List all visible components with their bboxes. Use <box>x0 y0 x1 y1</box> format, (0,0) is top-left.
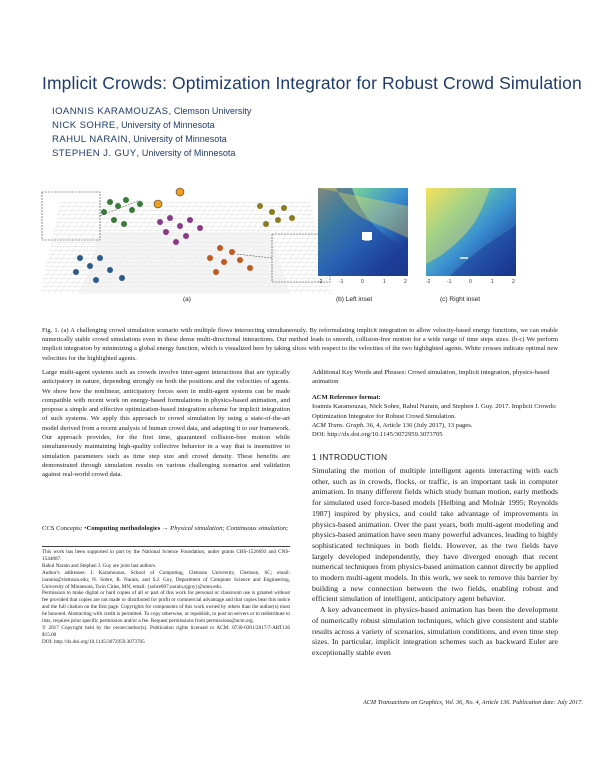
author-affiliation: University of Minnesota <box>121 120 215 130</box>
acm-ref-doi: DOI: http://dx.doi.org/10.1145/3072959.3073705 <box>312 431 443 439</box>
subfigure-c-label: (c) Right inset <box>440 296 481 303</box>
ccs-rest: Physical simulation; Continuous simulation; <box>170 525 289 532</box>
axis-tick: 1 <box>383 279 386 285</box>
ccs-prefix: CCS Concepts: • <box>42 525 87 532</box>
axis-tick: -1 <box>447 279 452 285</box>
right-inset-heatmap <box>420 186 520 286</box>
author-line: STEPHEN J. GUY, University of Minnesota <box>52 148 236 159</box>
crowd-scene-figure <box>40 162 332 294</box>
left-inset-heatmap <box>312 186 412 286</box>
axis-tick: -2 <box>318 279 323 285</box>
footnote: This work has been supported in part by the National Science Foundation, under grants CHS-1526693 and CNS-1544887. Rahul Narain and Stephen J. Guy are joint last authors. Author's addresses: I. Karamouzas, School of Computing, Clemson University, Clemson, SC; email: ioannis@clemson.edu; N. Sohre, R. Narain, and S.J. Guy, Department of Computer Science and Engineering, University of Minnesota, Twin Cities, MN; email: {sohre007,narain,sjguy}@umn.edu. Permission to make digital or hard copies of all or part of this work for personal or classroom use is granted without fee provided that copies are not made or distributed for profit or commercial advantage and that copies bear this notice and the full citation on the first page. Copyrights for components of this work owned by others than the author(s) must be honored. Abstracting with credit is permitted. To copy otherwise, or republish, to post on servers or to redistribute to lists, requires prior specific permission and/or a fee. Request permissions from permissions@acm.org. © 2017 Copyright held by the owner/author(s). Publication rights licensed to ACM. 0730-0301/2017/7-ART136 $15.00 DOI: http://dx.doi.org/10.1145/3072959.3073705 <box>42 549 290 645</box>
acm-reference <box>312 393 558 439</box>
author-name: RAHUL NARAIN <box>52 134 128 145</box>
author-name: NICK SOHRE <box>52 120 116 131</box>
axis-tick: -2 <box>426 279 431 285</box>
axis-tick: 2 <box>512 279 515 285</box>
intro-paragraph-2: A key advancement in physics-based animation has been the development of numerically robust simulation techniques, which give consistent and stable results across a variety of scenarios, simulation conditions, and even time step sizes. In particular, implicit integration schemes such as backward Euler are exceptionally stable even <box>312 605 558 657</box>
author-name: IOANNIS KARAMOUZAS <box>52 106 169 117</box>
author-line: RAHUL NARAIN, University of Minnesota <box>52 134 227 145</box>
axis-tick: 0 <box>361 279 364 285</box>
author-affiliation: Clemson University <box>173 106 252 116</box>
axis-tick: 2 <box>404 279 407 285</box>
author-line: IOANNIS KARAMOUZAS, Clemson University <box>52 106 252 117</box>
author-line: NICK SOHRE, University of Minnesota <box>52 120 215 131</box>
author-affiliation: University of Minnesota <box>141 148 236 158</box>
author-name: STEPHEN J. GUY <box>52 148 137 159</box>
abstract: Large multi-agent systems such as crowds involve inter-agent interactions that are typically anticipatory in nature, depending strongly on both the positions and the velocities of agents. We show how the nonlinear, anticipatory forces seen in multi-agent systems can be made compatible with recent work on energy-based formulations in physics-based animation, and propose a simple and effective optimization-based integration scheme for implicit integration of such systems. We apply this approach to crowd simulation by using a state-of-the-art model derived from a recent analysis of human crowd data, and adapting it to our framework. Our approach provides, for the first time, guaranteed collision-free motion while simultaneously maintaining high-quality collective behavior in a way that is insensitive to simulation parameters such as time step size and crowd density. These benefits are demonstrated through simulation results on various challenging scenarios and validation against real-world crowd data. <box>42 369 290 479</box>
axis-tick: 0 <box>469 279 472 285</box>
intro-body <box>312 466 558 659</box>
footnote-rule <box>42 546 290 547</box>
ccs-arrow: → <box>160 525 171 532</box>
acm-ref-journal: ACM Trans. Graph. <box>312 421 365 429</box>
section-heading: 1 INTRODUCTION <box>312 452 388 462</box>
running-footer: ACM Transactions on Graphics, Vol. 36, No. 4, Article 136. Publication date: July 2017. <box>363 699 583 706</box>
acm-ref-heading: ACM Reference format: <box>312 394 381 401</box>
subfigure-a-label: (a) <box>183 296 191 303</box>
intro-paragraph-1: Simulating the motion of multiple intelligent agents interacting with each other, such as in crowds, flocks, or traffic, is an important task in computer animation. In many different fields which study human motion, early methods for simulated used force-based models [Helbing and Molnár 1995; Reynolds 1987] inspired by physics, and could take advantage of improvements in physics-based animation. Over the past years, both multi-agent modeling and physics-based animation have seen many powerful advances, leading to highly sophisticated techniques in both fields. However, as the two fields have largely developed independently, they have diverged enough that recent numerical techniques from physics-based animation cannot directly be applied to modern multi-agent models. In this work, we seek to remove this barrier by building a new connection between the two fields, enabling robust and efficient simulation of intelligent, anticipatory agent behavior. <box>312 466 558 604</box>
axis-tick: -1 <box>339 279 344 285</box>
ccs-concepts <box>42 524 290 533</box>
acm-ref-line2: 36, 4, Article 136 (July 2017), 13 pages. <box>364 421 473 429</box>
author-affiliation: University of Minnesota <box>133 134 227 144</box>
subfigure-b-label: (b) Left inset <box>336 296 373 303</box>
axis-tick: 1 <box>491 279 494 285</box>
paper-title: Implicit Crowds: Optimization Integrator for Robust Crowd Simulation <box>42 73 582 93</box>
acm-ref-line1: Ioannis Karamouzas, Nick Sohre, Rahul Narain, and Stephen J. Guy. 2017. Implicit Crowds: Optimization Integrator for Robust Crowd Simulation. <box>312 403 557 420</box>
keywords: Additional Key Words and Phrases: Crowd simulation, implicit integration, physics-based animation <box>312 369 550 386</box>
ccs-bold: Computing methodologies <box>86 525 161 532</box>
figure-caption: Fig. 1. (a) A challenging crowd simulation scenario with multiple flows intersecting simultaneously. By reformulating implicit integration to allow velocity-based energy functions, we can enable numerically stable crowd simulations even in these dense multi-directional interactions. Our method leads to smooth, collision-free motion for a wide range of time steps sizes. (b-c) We perform implicit integration by minimizing a global energy function, which is visualized here by taking slices with respect to the velocities of the two highlighted agents. White crosses indicate optimal new velocities for the highlighted agents. <box>42 327 558 362</box>
